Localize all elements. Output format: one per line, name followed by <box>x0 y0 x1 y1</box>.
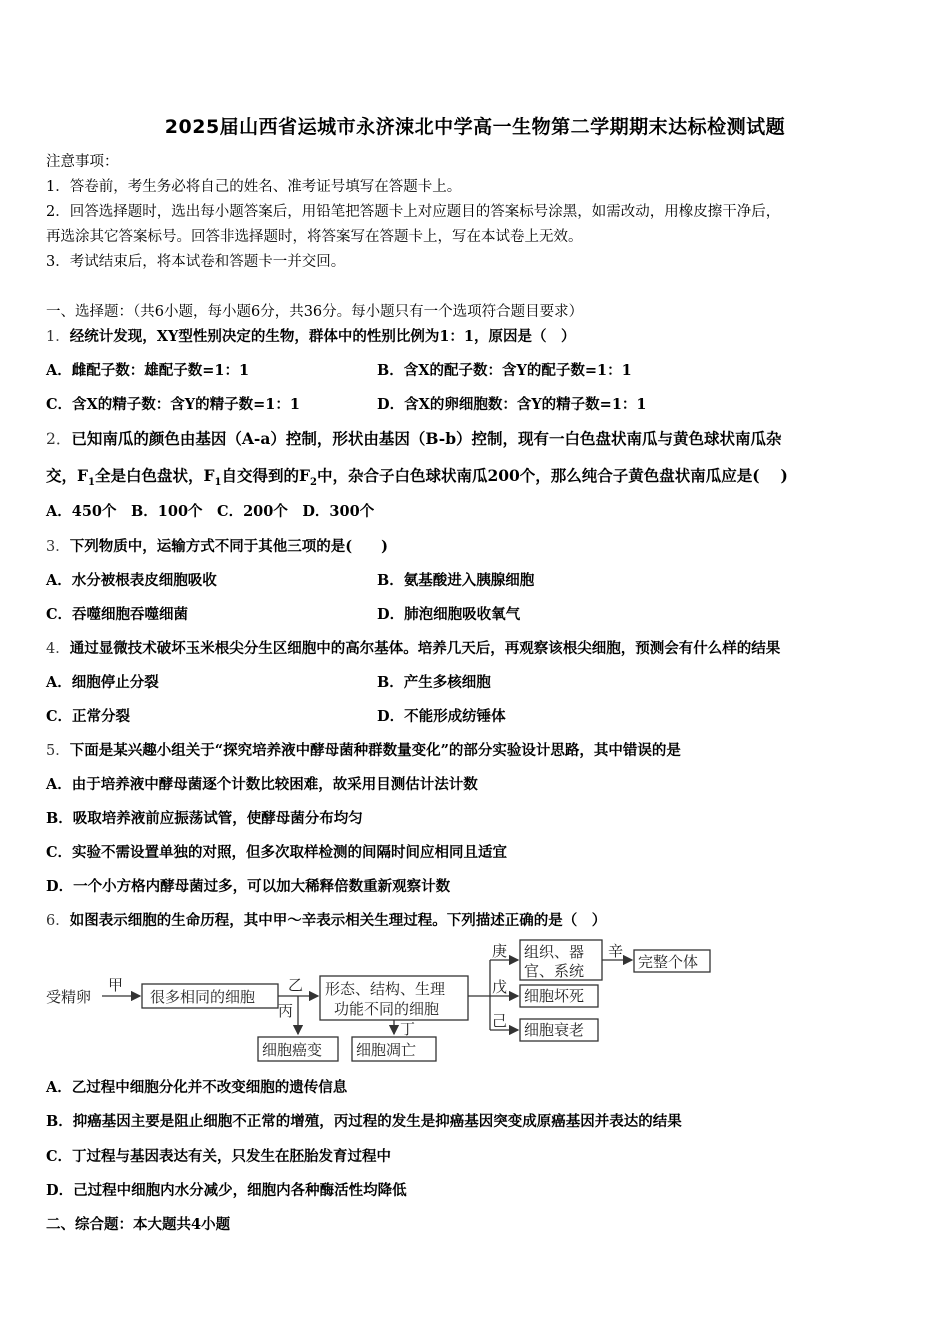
question-1 <box>46 327 576 347</box>
subscript: 2 <box>309 477 317 489</box>
notice-item: 1．答卷前，考生务必将自己的姓名、准考证号填写在答题卡上。 <box>46 179 462 195</box>
text-part: 全是白色盘状，F <box>94 466 215 485</box>
label-ji: 己 <box>492 1012 508 1030</box>
notice-item: 3．考试结束后，将本试卷和答题卡一并交回。 <box>46 254 346 270</box>
notice-heading: 注意事项： <box>46 154 119 170</box>
question-text: 已知南瓜的颜色由基因（A-a）控制，形状由基因（B-b）控制，现有一白色盘状南瓜与黄色球状南瓜杂 <box>71 429 782 448</box>
question-2 <box>46 429 782 449</box>
label-box3a: 组织、器 <box>524 943 585 961</box>
option-a: A．雌配子数：雄配子数=1：1 <box>46 362 250 379</box>
question-text: 如图表示细胞的生命历程，其中甲～辛表示相关生理过程。下列描述正确的是（ ） <box>69 912 607 929</box>
question-text: 经统计发现，XY型性别决定的生物，群体中的性别比例为1：1，原因是（ ） <box>69 328 576 345</box>
question-number: 2． <box>46 430 72 448</box>
label-yi: 乙 <box>288 976 304 994</box>
question-3 <box>46 537 388 557</box>
question-6 <box>46 911 606 931</box>
option-a: A．乙过程中细胞分化并不改变细胞的遗传信息 <box>46 1079 348 1096</box>
label-wu: 戊 <box>492 978 508 996</box>
text-part: 中，杂合子白色球状南瓜200个，那么纯合子黄色盘状南瓜应是( ) <box>316 466 788 485</box>
option-d: D．不能形成纺锤体 <box>377 708 506 725</box>
exam-title: 2025届山西省运城市永济涑北中学高一生物第二学期期末达标检测试题 <box>164 116 786 138</box>
options-row: A．450个 B．100个 C．200个 D．300个 <box>46 503 375 520</box>
option-b: B．抑癌基因主要是阻止细胞不正常的增殖，丙过程的发生是抑癌基因突变成原癌基因并表达的结果 <box>46 1113 682 1130</box>
question-number: 1． <box>46 329 70 345</box>
label-zygote: 受精卵 <box>46 988 92 1006</box>
label-bing: 丙 <box>278 1002 294 1020</box>
question-2-line2 <box>46 466 788 493</box>
question-text: 通过显微技术破坏玉米根尖分生区细胞中的高尔基体。培养几天后，再观察该根尖细胞，预测会有什么样的结果 <box>69 640 781 657</box>
option-c: C．含X的精子数：含Y的精子数=1：1 <box>46 396 300 413</box>
cell-life-history-diagram <box>40 938 730 1068</box>
text-part: 交，F <box>46 466 89 485</box>
question-number: 4． <box>46 641 70 657</box>
option-d: D．含X的卵细胞数：含Y的精子数=1：1 <box>377 396 647 413</box>
label-cancer: 细胞癌变 <box>262 1041 323 1059</box>
option-b: B．产生多核细胞 <box>377 674 491 691</box>
option-a: A．细胞停止分裂 <box>46 674 159 691</box>
label-xin: 辛 <box>608 942 624 960</box>
label-necrosis: 细胞坏死 <box>524 987 585 1005</box>
label-ding: 丁 <box>400 1020 416 1038</box>
option-d: D．一个小方格内酵母菌过多，可以加大稀释倍数重新观察计数 <box>46 878 451 895</box>
notice-item: 再选涂其它答案标号。回答非选择题时，将答案写在答题卡上，写在本试卷上无效。 <box>46 229 583 245</box>
notice-item: 2．回答选择题时，选出每小题答案后，用铅笔把答题卡上对应题目的答案标号涂黑，如需改动，用橡皮擦干净后， <box>46 204 781 220</box>
option-b: B．含X的配子数：含Y的配子数=1：1 <box>377 362 632 379</box>
option-c: C．实验不需设置单独的对照，但多次取样检测的间隔时间应相同且适宜 <box>46 844 508 861</box>
question-number: 3． <box>46 539 70 555</box>
label-box2b: 功能不同的细胞 <box>334 1000 440 1018</box>
section-heading: 一、选择题：（共6小题，每小题6分，共36分。每小题只有一个选项符合题目要求） <box>46 304 584 320</box>
label-jia: 甲 <box>108 976 124 994</box>
question-text: 下面是某兴趣小组关于“探究培养液中酵母菌种群数量变化”的部分实验设计思路，其中错误的是 <box>69 742 681 759</box>
option-c: C．丁过程与基因表达有关，只发生在胚胎发育过程中 <box>46 1148 392 1165</box>
option-c: C．正常分裂 <box>46 708 131 725</box>
label-geng: 庚 <box>492 942 508 960</box>
subscript: 1 <box>88 477 95 489</box>
option-a: A．水分被根表皮细胞吸收 <box>46 572 217 589</box>
option-b: B．吸取培养液前应振荡试管，使酵母菌分布均匀 <box>46 810 363 827</box>
question-number: 6． <box>46 913 70 929</box>
question-number: 5． <box>46 743 70 759</box>
label-apoptosis: 细胞凋亡 <box>356 1041 417 1059</box>
section-heading: 二、综合题：本大题共4小题 <box>46 1216 231 1233</box>
option-a: A．由于培养液中酵母菌逐个计数比较困难，故采用目测估计法计数 <box>46 776 478 793</box>
label-box1: 很多相同的细胞 <box>150 988 256 1006</box>
label-aging: 细胞衰老 <box>524 1021 585 1039</box>
subscript: 1 <box>214 477 222 489</box>
label-box2a: 形态、结构、生理 <box>325 980 446 998</box>
option-b: B．氨基酸进入胰腺细胞 <box>377 572 535 589</box>
question-4 <box>46 639 780 659</box>
label-whole: 完整个体 <box>638 953 699 971</box>
question-5 <box>46 741 681 761</box>
option-d: D．己过程中细胞内水分减少，细胞内各种酶活性均降低 <box>46 1182 407 1199</box>
question-text: 下列物质中，运输方式不同于其他三项的是( ) <box>69 538 388 555</box>
label-box3b: 官、系统 <box>524 962 585 980</box>
option-d: D．肺泡细胞吸收氧气 <box>377 606 521 623</box>
option-c: C．吞噬细胞吞噬细菌 <box>46 606 189 623</box>
text-part: 自交得到的F <box>221 466 310 485</box>
